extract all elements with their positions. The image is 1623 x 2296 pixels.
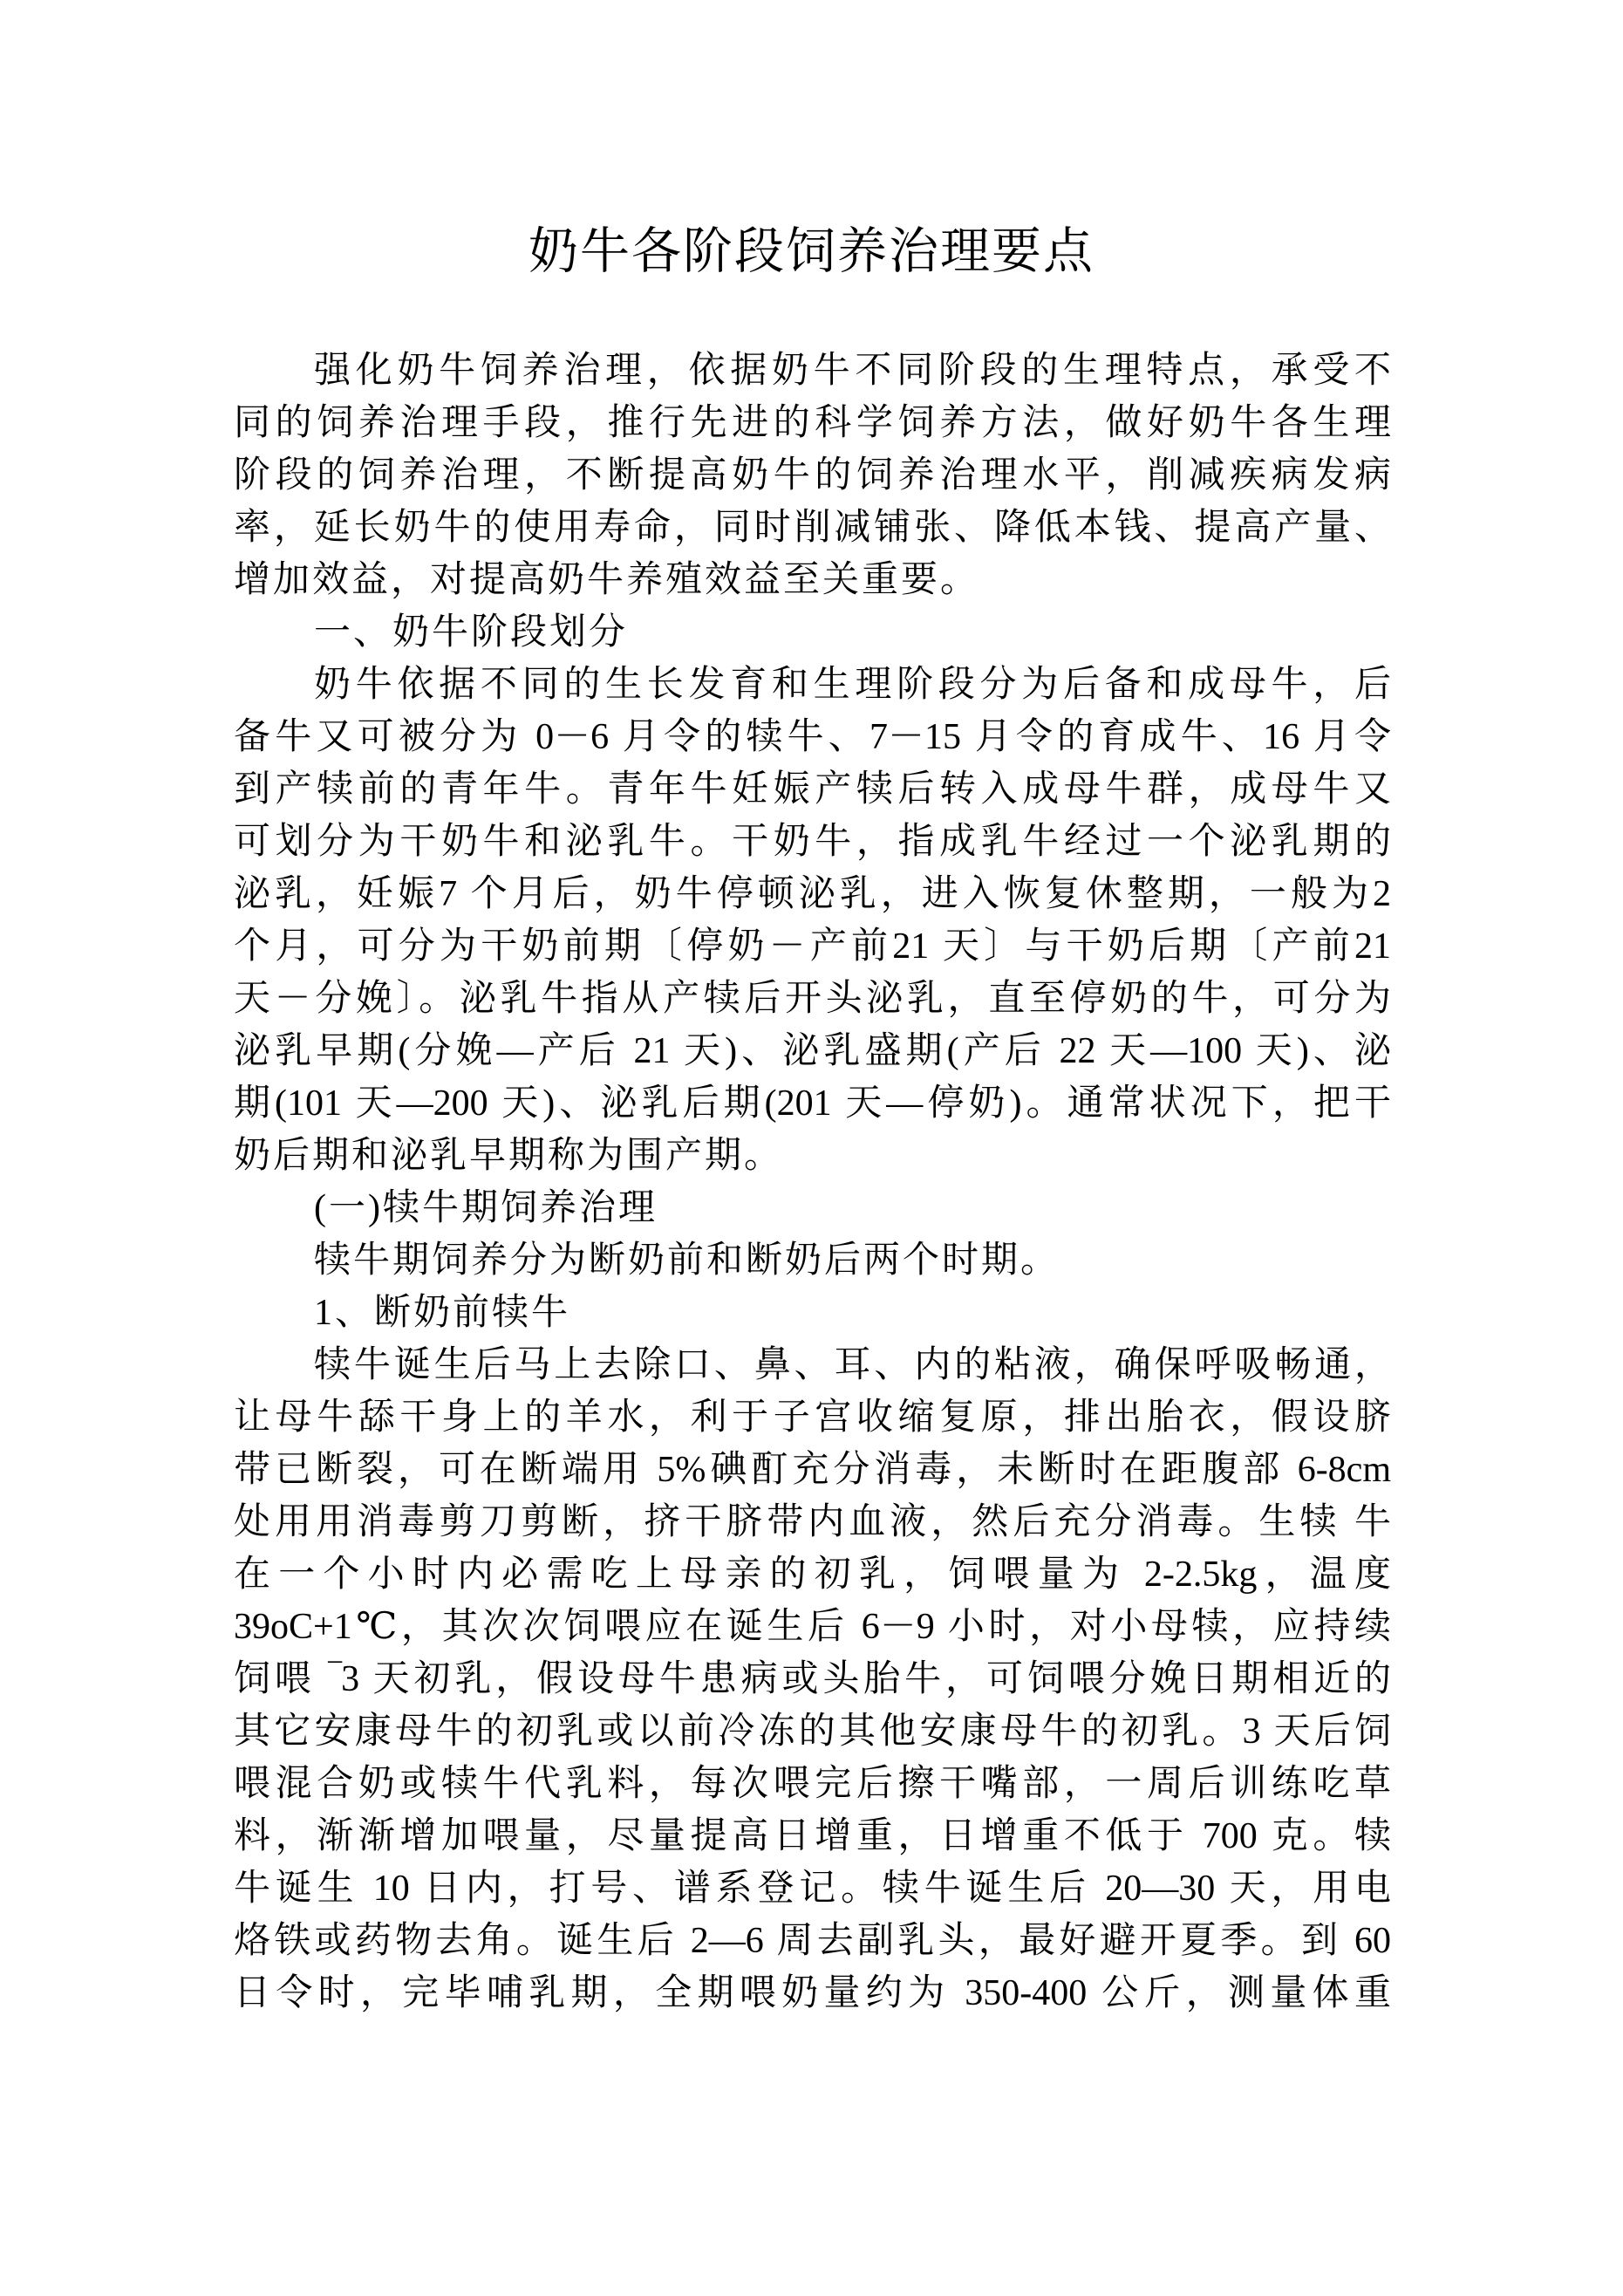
text-line: 处用用消毒剪刀剪断，挤干脐带内血液，然后充分消毒。生犊 牛 — [234, 1502, 1391, 1542]
text-line: 备牛又可被分为 0－6 月令的犊牛、7－15 月令的育成牛、16 月令 — [234, 717, 1391, 757]
text-line: 带已断裂，可在断端用 5%碘酊充分消毒，未断时在距腹部 6-8cm — [234, 1450, 1391, 1490]
text-line: 其它安康母牛的初乳或以前冷冻的其他安康母牛的初乳。3 天后饲 — [234, 1712, 1391, 1752]
text-line: 奶牛依据不同的生长发育和生理阶段分为后备和成母牛，后 — [314, 665, 1391, 705]
text-line: 天－分娩〕。泌乳牛指从产犊后开头泌乳，直至停奶的牛，可分为 — [234, 979, 1391, 1019]
text-line: 在一个小时内必需吃上母亲的初乳，饲喂量为 2-2.5kg，温度 — [234, 1555, 1391, 1595]
text-line: 同的饲养治理手段，推行先进的科学饲养方法，做好奶牛各生理 — [234, 403, 1391, 443]
text-line: 奶后期和泌乳早期称为围产期。 — [234, 1136, 784, 1176]
text-line: 日令时，完毕哺乳期，全期喂奶量约为 350-400 公斤，测量体重 — [234, 1973, 1391, 2013]
text-line: 泌乳早期(分娩—产后 21 天)、泌乳盛期(产后 22 天—100 天)、泌 — [234, 1031, 1391, 1071]
text-line: 饲喂 ‾3 天初乳，假设母牛患病或头胎牛，可饲喂分娩日期相近的 — [234, 1659, 1391, 1699]
text-line: 喂混合奶或犊牛代乳料，每次喂完后擦干嘴部，一周后训练吃草 — [234, 1764, 1391, 1804]
text-line: 强化奶牛饲养治理，依据奶牛不同阶段的生理特点，承受不 — [314, 351, 1391, 391]
text-line: 让母牛舔干身上的羊水，利于子宫收缩复原，排出胎衣，假设脐 — [234, 1397, 1391, 1438]
text-line: 料，渐渐增加喂量，尽量提高日增重，日增重不低于 700 克。犊 — [234, 1816, 1391, 1856]
text-line: 阶段的饲养治理，不断提高奶牛的饲养治理水平，削减疾病发病 — [234, 455, 1391, 495]
document-body — [234, 345, 1391, 2019]
text-line: (一)犊牛期饲养治理 — [314, 1188, 658, 1228]
text-line: 可划分为干奶牛和泌乳牛。干奶牛，指成乳牛经过一个泌乳期的 — [234, 822, 1391, 862]
text-line: 犊牛诞生后马上去除口、鼻、耳、内的粘液，确保呼吸畅通， — [314, 1345, 1391, 1385]
text-line: 牛诞生 10 日内，打号、谱系登记。犊牛诞生后 20—30 天，用电 — [234, 1869, 1391, 1909]
text-line: 增加效益，对提高奶牛养殖效益至关重要。 — [234, 560, 980, 600]
text-line: 39oC+1℃，其次次饲喂应在诞生后 6－9 小时，对小母犊，应持续 — [234, 1607, 1391, 1647]
document-title: 奶牛各阶段饲养治理要点 — [528, 223, 1095, 279]
text-line: 期(101 天—200 天)、泌乳后期(201 天—停奶)。通常状况下，把干 — [234, 1083, 1391, 1124]
text-line: 到产犊前的青年牛。青年牛妊娠产犊后转入成母牛群，成母牛又 — [234, 769, 1391, 810]
text-line: 率，延长奶牛的使用寿命，同时削减铺张、降低本钱、提高产量、 — [234, 508, 1391, 548]
text-line: 个月，可分为干奶前期〔停奶－产前21 天〕与干奶后期〔产前21 — [234, 926, 1391, 967]
text-line: 1、断奶前犊牛 — [314, 1293, 571, 1333]
text-line: 泌乳，妊娠7 个月后，奶牛停顿泌乳，进入恢复休整期，一般为2 — [234, 874, 1391, 914]
text-line: 烙铁或药物去角。诞生后 2—6 周去副乳头，最好避开夏季。到 60 — [234, 1921, 1391, 1961]
text-line: 一、奶牛阶段划分 — [314, 612, 629, 653]
text-line: 犊牛期饲养分为断奶前和断奶后两个时期。 — [314, 1240, 1060, 1281]
